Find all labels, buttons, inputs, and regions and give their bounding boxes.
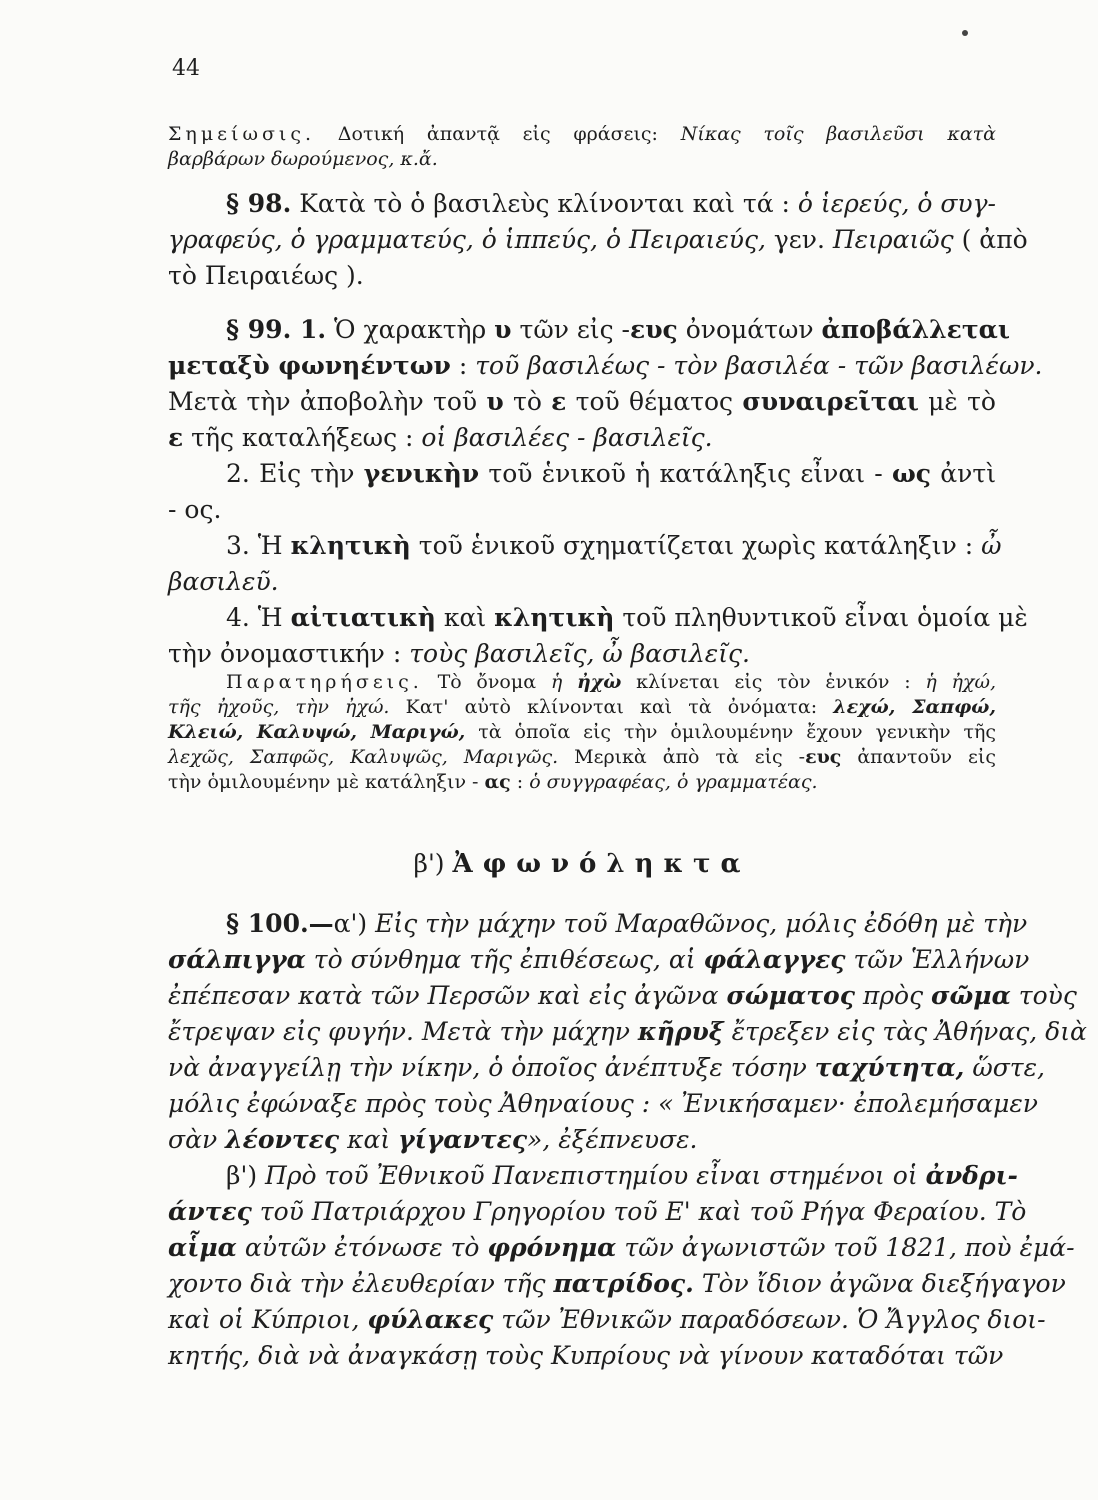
remark-line-1: Παρατηρήσεις. Τὸ ὄνομα ἡ ἠχὼ κλίνεται εἰς τὸν ἑνικόν : ἡ ἠχώ, bbox=[226, 671, 996, 693]
section-98 bbox=[168, 186, 1028, 294]
s99-line-1: § 99. 1. Ὁ χαρακτὴρ υ τῶν εἰς -ευς ὀνομάτων ἀποβάλλεται bbox=[226, 315, 1011, 344]
s99-line-5: 2. Εἰς τὴν γενικὴν τοῦ ἑνικοῦ ἡ κατάληξις εἶναι - ως ἀντὶ bbox=[226, 459, 996, 488]
s100-line-8: β') Πρὸ τοῦ Ἐθνικοῦ Πανεπιστημίου εἶναι στημένοι οἱ ἀνδρι- bbox=[226, 1161, 1018, 1190]
section-100 bbox=[168, 906, 1087, 1374]
s100-line-10: αἷμα αὐτῶν ἐτόνωσε τὸ φρόνημα τῶν ἀγωνιστῶν τοῦ 1821, ποὺ ἐμά- bbox=[168, 1233, 1075, 1262]
s100-line-4: ἔτρεψαν εἰς φυγήν. Μετὰ τὴν μάχην κῆρυξ ἔτρεξεν εἰς τὰς Ἀθήνας, διὰ bbox=[168, 1017, 1087, 1046]
note-label: Σημείωσις. bbox=[168, 123, 316, 145]
s98-line-1: § 98. Κατὰ τὸ ὁ βασιλεὺς κλίνονται καὶ τά : ὁ ἱερεύς, ὁ συγ- bbox=[226, 189, 996, 218]
s99-line-7: 3. Ἡ κλητικὴ τοῦ ἑνικοῦ σχηματίζεται χωρὶς κατάληξιν : ὦ bbox=[226, 531, 1002, 560]
s100-line-5: νὰ ἀναγγείλῃ τὴν νίκην, ὁ ὁποῖος ἀνέπτυξε τόσην ταχύτητα, ὥστε, bbox=[168, 1053, 1045, 1082]
s99-line-9: 4. Ἡ αἰτιατικὴ καὶ κλητικὴ τοῦ πληθυντικοῦ εἶναι ὁμοία μὲ bbox=[226, 603, 1028, 632]
page-number: 44 bbox=[172, 56, 200, 81]
s99-line-3: Μετὰ τὴν ἀποβολὴν τοῦ υ τὸ ε τοῦ θέματος συναιρεῖται μὲ τὸ bbox=[168, 387, 996, 416]
s100-line-2: σάλπιγγα τὸ σύνθημα τῆς ἐπιθέσεως, αἱ φάλαγγες τῶν Ἑλλήνων bbox=[168, 945, 1030, 974]
s100-line-11: χοντο διὰ τὴν ἐλευθερίαν τῆς πατρίδος. Τὸν ἴδιον ἀγῶνα διεξήγαγον bbox=[168, 1269, 1066, 1298]
s98-line-3: τὸ Πειραιέως ). bbox=[168, 261, 364, 290]
s100-line-9: άντες τοῦ Πατριάρχου Γρηγορίου τοῦ Ε' καὶ τοῦ Ρήγα Φεραίου. Τὸ bbox=[168, 1197, 1027, 1226]
s99-line-8: βασιλεῦ. bbox=[168, 567, 279, 596]
note-line-1: Σημείωσις. Δοτική ἀπαντᾷ εἰς φράσεις: Νίκας τοῖς βασιλεῦσι κατὰ bbox=[168, 123, 996, 145]
s98-line-2: γραφεύς, ὁ γραμματεύς, ὁ ἱππεύς, ὁ Πειραιεύς, γεν. Πειραιῶς ( ἀπὸ bbox=[168, 225, 1028, 254]
s99-line-4: ε τῆς καταλήξεως : οἱ βασιλέες - βασιλεῖς. bbox=[168, 423, 713, 452]
s100-line-13: κητής, διὰ νὰ ἀναγκάσῃ τοὺς Κυπρίους νὰ γίνουν καταδόται τῶν bbox=[168, 1341, 1004, 1370]
section-number: § 98. bbox=[226, 189, 292, 218]
remark-line-4: λεχῶς, Σαπφῶς, Καλυψῶς, Μαριγῶς. Μερικὰ ἀπὸ τὰ εἰς -ευς ἀπαντοῦν εἰς bbox=[168, 746, 996, 768]
note-block bbox=[168, 122, 996, 172]
s100-line-7: σὰν λέοντες καὶ γίγαντες», ἐξέπνευσε. bbox=[168, 1125, 698, 1154]
subheading-number: β') bbox=[413, 849, 445, 878]
s100-line-3: ἐπέπεσαν κατὰ τῶν Περσῶν καὶ εἰς ἀγῶνα σώματος πρὸς σῶμα τοὺς bbox=[168, 981, 1077, 1010]
remarks-block bbox=[168, 670, 996, 795]
s99-line-10: τὴν ὀνομαστικήν : τοὺς βασιλεῖς, ὦ βασιλεῖς. bbox=[168, 639, 750, 668]
s99-line-2: μεταξὺ φωνηέντων : τοῦ βασιλέως - τὸν βασιλέα - τῶν βασιλέων. bbox=[168, 351, 1043, 380]
subheading bbox=[168, 846, 996, 882]
s99-line-6: - ος. bbox=[168, 495, 222, 524]
ink-dot bbox=[962, 30, 968, 36]
remark-line-3: Κλειώ, Καλυψώ, Μαριγώ, τὰ ὁποῖα εἰς τὴν ὁμιλουμένην ἔχουν γενικὴν τῆς bbox=[168, 721, 996, 743]
s100-line-12: καὶ οἱ Κύπριοι, φύλακες τῶν Ἐθνικῶν παραδόσεων. Ὁ Ἄγγλος διοι- bbox=[168, 1305, 1046, 1334]
s100-line-1: § 100.—α') Εἰς τὴν μάχην τοῦ Μαραθῶνος, μόλις ἐδόθη μὲ τὴν bbox=[226, 909, 1028, 938]
section-99 bbox=[168, 312, 1043, 672]
note-line-2: βαρβάρων δωρούμενος, κ.ἄ. bbox=[168, 148, 438, 170]
subheading-title: Ἀφωνόληκτα bbox=[452, 849, 751, 879]
remark-line-2: τῆς ἠχοῦς, τὴν ἠχώ. Κατ' αὐτὸ κλίνονται καὶ τὰ ὀνόματα: λεχώ, Σαπφώ, bbox=[168, 696, 996, 718]
s100-line-6: μόλις ἐφώναξε πρὸς τοὺς Ἀθηναίους : « Ἐνικήσαμεν· ἐπολεμήσαμεν bbox=[168, 1089, 1038, 1118]
remark-line-5: τὴν ὁμιλουμένην μὲ κατάληξιν - ας : ὁ συγγραφέας, ὁ γραμματέας. bbox=[168, 771, 818, 793]
